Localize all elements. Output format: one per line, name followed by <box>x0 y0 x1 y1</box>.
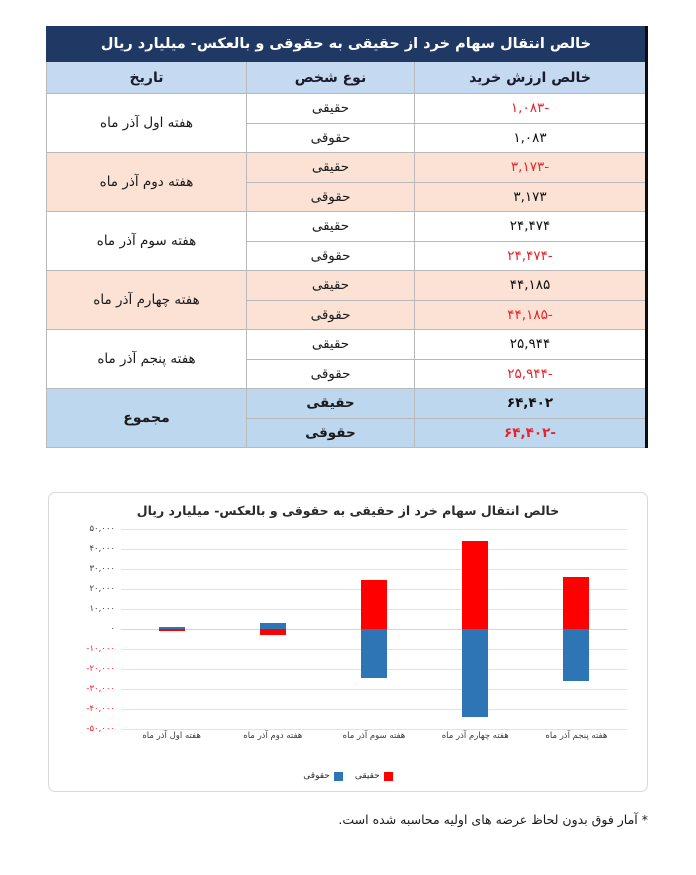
chart-title: خالص انتقال سهام خرد از حقیقی به حقوقی و بالعکس- میلیارد ریال <box>136 503 560 518</box>
chart-bar-segment <box>260 629 286 635</box>
y-axis-tick-label: ۰ <box>110 624 115 634</box>
chart-bar-segment <box>361 580 387 629</box>
cell-person-type: حقیقی <box>247 94 415 124</box>
chart-bar-segment <box>159 629 185 631</box>
cell-person-type: حقوقی <box>247 418 415 448</box>
table-row <box>47 389 647 419</box>
x-axis-tick-label: هفته پنجم آذر ماه <box>545 731 608 741</box>
chart-y-axis <box>63 524 119 734</box>
column-header-date: تاریخ <box>47 62 247 94</box>
cell-net-buy-value: -۴۴,۱۸۵ <box>415 300 647 330</box>
column-header-person-type: نوع شخص <box>247 62 415 94</box>
cell-date: هفته چهارم آذر ماه <box>47 271 247 330</box>
table-row <box>47 94 647 124</box>
table-row <box>47 212 647 242</box>
chart-bar-group <box>222 529 323 729</box>
y-axis-tick-label: -۵۰,۰۰۰ <box>86 724 115 734</box>
cell-person-type: حقیقی <box>247 330 415 360</box>
y-axis-tick-label: -۳۰,۰۰۰ <box>86 684 115 694</box>
cell-net-buy-value: -۶۴,۴۰۲ <box>415 418 647 448</box>
table-title-row <box>47 27 647 62</box>
cell-date: هفته سوم آذر ماه <box>47 212 247 271</box>
y-axis-tick-label: -۱۰,۰۰۰ <box>86 644 115 654</box>
cell-person-type: حقوقی <box>247 241 415 271</box>
cell-net-buy-value: ۴۴,۱۸۵ <box>415 271 647 301</box>
chart-bar-group <box>323 529 424 729</box>
cell-net-buy-value: -۲۴,۴۷۴ <box>415 241 647 271</box>
gridline <box>121 729 627 730</box>
cell-person-type: حقیقی <box>247 389 415 419</box>
table-title: خالص انتقال سهام خرد از حقیقی به حقوقی و بالعکس- میلیارد ریال <box>47 27 647 62</box>
legend-swatch-icon <box>384 772 393 781</box>
table-row <box>47 153 647 183</box>
cell-person-type: حقیقی <box>247 153 415 183</box>
net-share-transfer-table <box>46 26 648 448</box>
footnote: * آمار فوق بدون لحاظ عرضه های اولیه محاسبه شده است. <box>338 812 648 827</box>
cell-date: هفته پنجم آذر ماه <box>47 330 247 389</box>
cell-net-buy-value: ۱,۰۸۳ <box>415 123 647 153</box>
chart-bar-group <box>425 529 526 729</box>
cell-net-buy-value: -۳,۱۷۳ <box>415 153 647 183</box>
cell-person-type: حقیقی <box>247 271 415 301</box>
cell-net-buy-value: ۲۵,۹۴۴ <box>415 330 647 360</box>
chart-grid-area <box>121 529 627 729</box>
y-axis-tick-label: -۲۰,۰۰۰ <box>86 664 115 674</box>
x-axis-tick-label: هفته دوم آذر ماه <box>243 731 303 741</box>
chart-bar-segment <box>462 629 488 717</box>
chart-bar-segment <box>159 627 185 629</box>
table-row <box>47 330 647 360</box>
cell-person-type: حقوقی <box>247 182 415 212</box>
cell-net-buy-value: ۳,۱۷۳ <box>415 182 647 212</box>
cell-date: هفته اول آذر ماه <box>47 94 247 153</box>
y-axis-tick-label: -۴۰,۰۰۰ <box>86 704 115 714</box>
chart-bar-group <box>526 529 627 729</box>
cell-net-buy-value: ۶۴,۴۰۲ <box>415 389 647 419</box>
chart-card <box>48 492 648 792</box>
cell-net-buy-value: -۱,۰۸۳ <box>415 94 647 124</box>
cell-person-type: حقوقی <box>247 359 415 389</box>
chart-bar-group <box>121 529 222 729</box>
cell-date: هفته دوم آذر ماه <box>47 153 247 212</box>
y-axis-tick-label: ۱۰,۰۰۰ <box>89 604 115 614</box>
legend-item <box>355 771 393 781</box>
chart-bar-segment <box>563 577 589 629</box>
column-header-net-buy-value: خالص ارزش خرید <box>415 62 647 94</box>
chart-bar-segment <box>361 629 387 678</box>
cell-person-type: حقوقی <box>247 123 415 153</box>
net-share-transfer-table-container <box>48 26 648 448</box>
table-row <box>47 271 647 301</box>
cell-date: مجموع <box>47 389 247 448</box>
y-axis-tick-label: ۵۰,۰۰۰ <box>89 524 115 534</box>
legend-label: حقوقی <box>303 771 330 781</box>
chart-bar-segment <box>462 541 488 629</box>
chart-bar-segment <box>260 623 286 629</box>
table-header-row <box>47 62 647 94</box>
x-axis-tick-label: هفته چهارم آذر ماه <box>441 731 509 741</box>
legend-label: حقیقی <box>354 771 380 781</box>
y-axis-tick-label: ۳۰,۰۰۰ <box>89 564 115 574</box>
cell-net-buy-value: ۲۴,۴۷۴ <box>415 212 647 242</box>
y-axis-tick-label: ۴۰,۰۰۰ <box>89 544 115 554</box>
legend-item <box>303 771 343 781</box>
chart-bar-segment <box>563 629 589 681</box>
x-axis-tick-label: هفته اول آذر ماه <box>142 731 201 741</box>
chart-x-axis <box>121 731 627 757</box>
cell-person-type: حقیقی <box>247 212 415 242</box>
y-axis-tick-label: ۲۰,۰۰۰ <box>89 584 115 594</box>
chart-legend <box>49 771 647 781</box>
cell-person-type: حقوقی <box>247 300 415 330</box>
legend-swatch-icon <box>334 772 343 781</box>
cell-net-buy-value: -۲۵,۹۴۴ <box>415 359 647 389</box>
x-axis-tick-label: هفته سوم آذر ماه <box>342 731 406 741</box>
chart-plot-area <box>63 524 633 734</box>
